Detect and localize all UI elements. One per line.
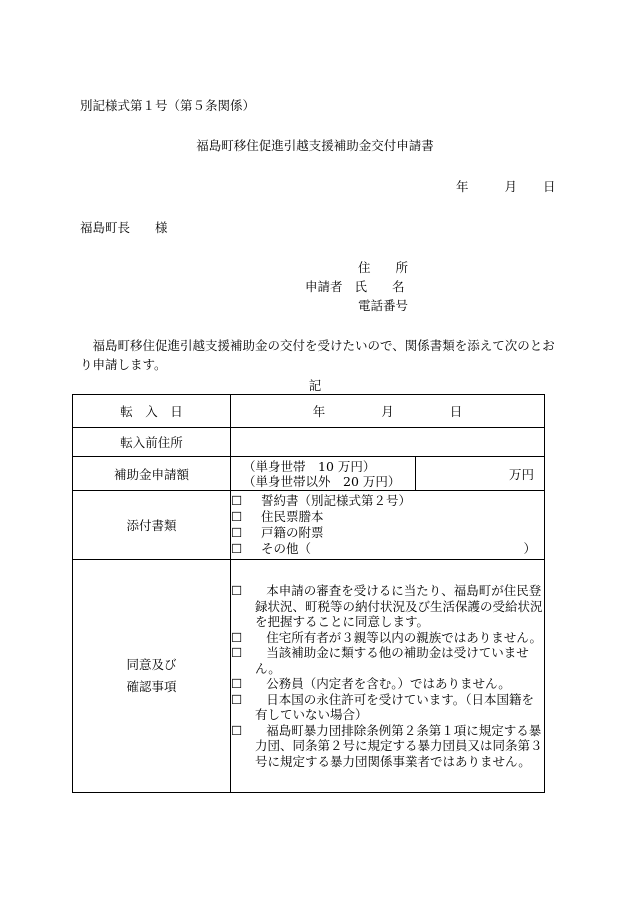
document-title: 福島町移住促進引越支援補助金交付申請書 xyxy=(196,138,434,153)
consent-text: 当該補助金に類する他の補助金は受けていません。 xyxy=(255,645,529,676)
checkbox-icon[interactable]: ☐ xyxy=(231,493,243,508)
name-label: 氏 名 xyxy=(354,279,405,294)
amount-single: （単身世帯 10 万円） xyxy=(243,458,376,474)
attachment-item[interactable] xyxy=(231,509,544,525)
consent-text: 住宅所有者が３親等以内の親族ではありません。 xyxy=(266,629,543,645)
checkbox-icon[interactable]: ☐ xyxy=(231,629,243,645)
move-date-label: 転 入 日 xyxy=(73,395,231,428)
checkbox-icon[interactable]: ☐ xyxy=(231,541,243,556)
move-date-day: 日 xyxy=(449,404,463,419)
attachment-label: 戸籍の附票 xyxy=(261,525,324,540)
attachments-label: 添付書類 xyxy=(73,491,231,560)
checkbox-icon[interactable]: ☐ xyxy=(231,722,243,738)
phone-label: 電話番号 xyxy=(358,298,409,313)
applicant-name-row xyxy=(305,277,405,295)
consent-list xyxy=(231,560,545,793)
consent-row xyxy=(73,560,545,793)
checkbox-icon[interactable]: ☐ xyxy=(231,583,243,598)
attachments-row xyxy=(73,491,545,560)
attachment-item[interactable] xyxy=(231,541,544,557)
amount-unit: 万円 xyxy=(508,466,534,482)
consent-item[interactable] xyxy=(231,723,544,770)
prev-address-field[interactable] xyxy=(231,428,545,457)
attachment-label: その他（ ） xyxy=(261,541,537,556)
consent-item[interactable] xyxy=(231,692,544,723)
consent-item[interactable] xyxy=(231,583,544,630)
checkbox-icon[interactable]: ☐ xyxy=(231,676,243,691)
prev-address-label: 転入前住所 xyxy=(73,428,231,457)
attachment-item[interactable] xyxy=(231,493,544,509)
consent-label xyxy=(73,560,231,793)
amount-row xyxy=(73,457,545,491)
consent-item[interactable] xyxy=(231,645,544,676)
move-date-month: 月 xyxy=(381,404,394,419)
addressee: 福島町長 様 xyxy=(80,220,168,235)
amount-label: 補助金申請額 xyxy=(73,457,231,491)
form-code: 別記様式第１号（第５条関係） xyxy=(80,98,256,113)
move-date-field[interactable] xyxy=(231,395,545,428)
checkbox-icon[interactable]: ☐ xyxy=(231,645,243,660)
amount-multi: （単身世帯以外 20 万円） xyxy=(243,473,401,489)
consent-text: 本申請の審査を受けるに当たり、福島町が住民登録状況、町税等の納付状況及び生活保護の受給状況を把握することに同意します。 xyxy=(255,583,543,629)
amount-cell xyxy=(231,457,545,491)
prev-address-row xyxy=(73,428,545,457)
applicant-label: 申請者 xyxy=(305,279,343,294)
application-table xyxy=(72,394,545,793)
attachment-label: 住民票謄本 xyxy=(261,509,324,524)
date-year: 年 xyxy=(456,179,469,194)
attachment-item[interactable] xyxy=(231,525,544,541)
consent-text: 日本国の永住許可を受けています。（日本国籍を有していない場合） xyxy=(255,691,535,722)
attachments-list xyxy=(231,491,545,560)
move-date-row xyxy=(73,395,545,428)
checkbox-icon[interactable]: ☐ xyxy=(231,509,243,524)
checkbox-icon[interactable]: ☐ xyxy=(231,691,243,707)
consent-label-line2: 確認事項 xyxy=(126,679,177,694)
application-date xyxy=(456,177,556,195)
ki-heading: 記 xyxy=(308,378,322,393)
intro-paragraph: 福島町移住促進引越支援補助金の交付を受けたいので、関係書類を添えて次のとおり申請します。 xyxy=(80,338,555,372)
date-day: 日 xyxy=(543,179,556,194)
consent-text: 福島町暴力団排除条例第２条第１項に規定する暴力団、同条第２号に規定する暴力団員又は同条第３号に規定する暴力団関係事業者ではありません。 xyxy=(255,722,543,769)
consent-item[interactable] xyxy=(231,676,544,692)
move-date-year: 年 xyxy=(312,404,326,419)
date-month: 月 xyxy=(504,179,518,194)
amount-options xyxy=(231,457,416,490)
consent-item[interactable] xyxy=(231,630,544,646)
consent-label-line1: 同意及び xyxy=(126,657,177,672)
amount-field[interactable] xyxy=(416,457,544,490)
address-label: 住 所 xyxy=(358,260,409,275)
checkbox-icon[interactable]: ☐ xyxy=(231,525,243,540)
attachment-label: 誓約書（別記様式第２号） xyxy=(261,493,412,508)
consent-text: 公務員（内定者を含む。）ではありません。 xyxy=(266,676,511,691)
